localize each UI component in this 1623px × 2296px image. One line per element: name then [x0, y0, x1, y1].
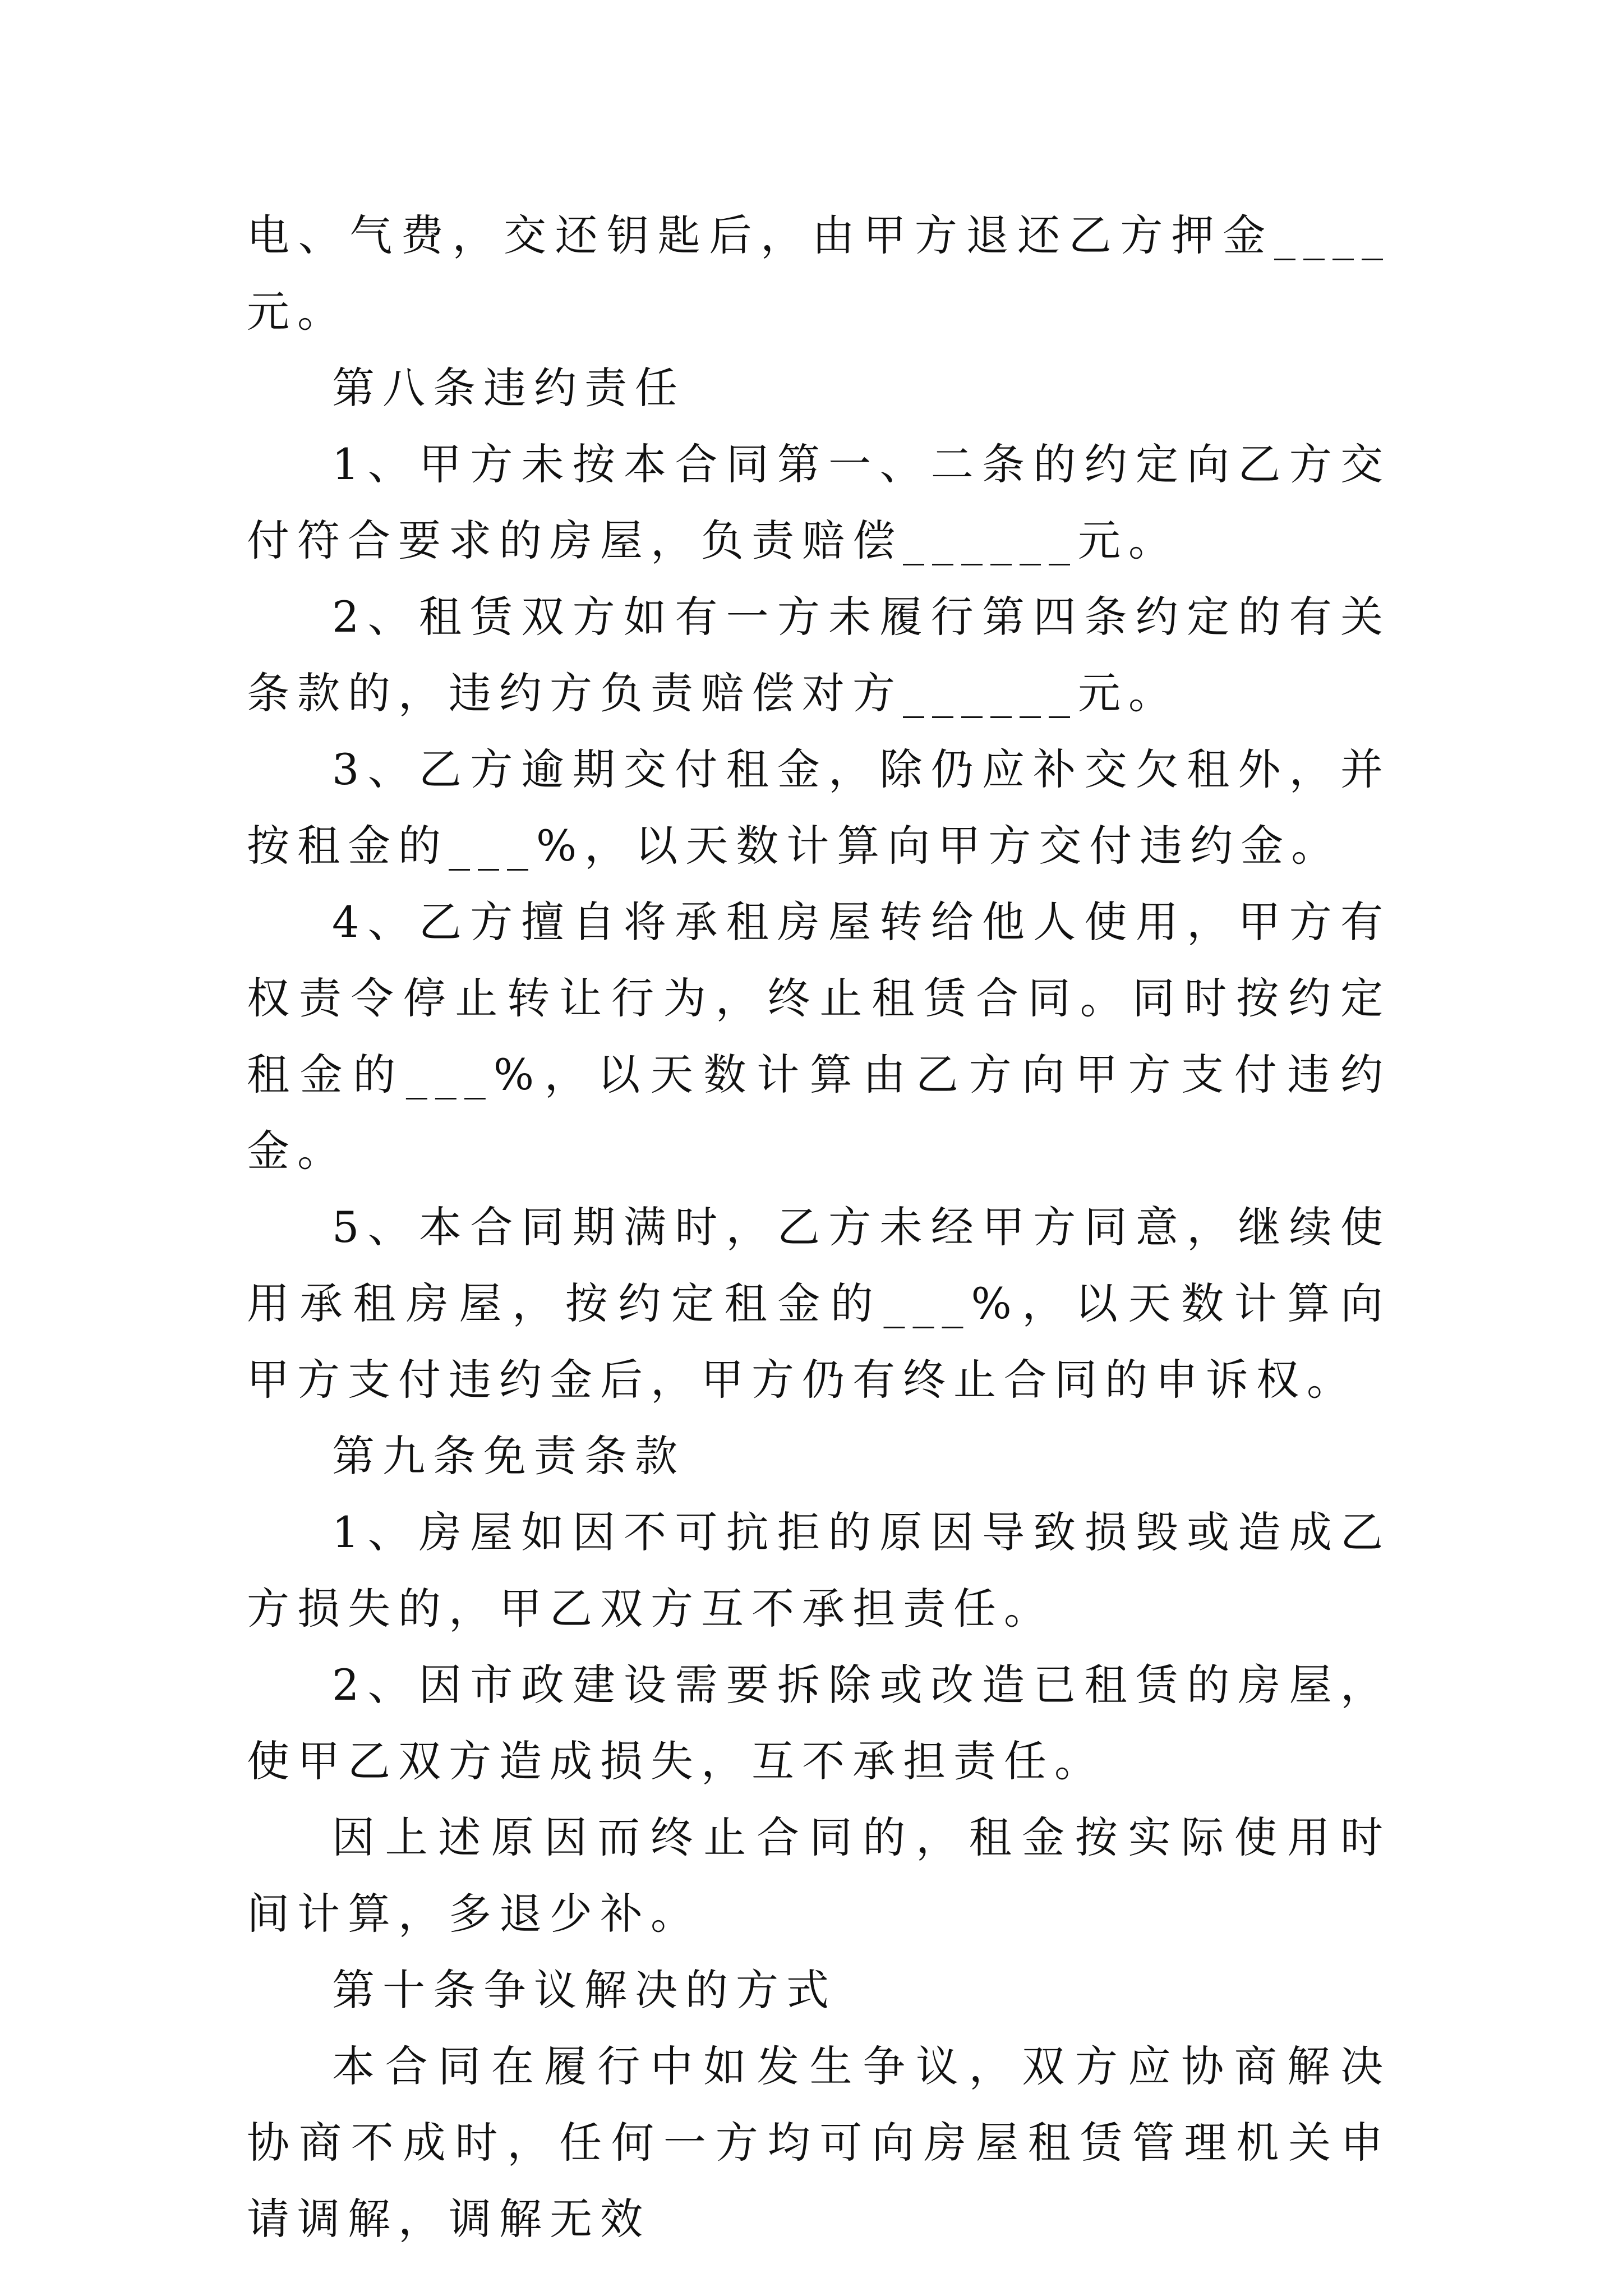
clause-9-note: 因上述原因而终止合同的，租金按实际使用时间计算，多退少补。: [247, 1812, 1391, 1939]
clause-10-text: 本合同在履行中如发生争议，双方应协商解决协商不成时，任何一方均可向房屋租赁管理机关申请调解，调解无效: [247, 2041, 1391, 2244]
clause-8-1: 1、甲方未按本合同第一、二条的约定向乙方交付符合要求的房屋，负责赔偿______元。: [247, 439, 1391, 565]
clause-9-1: 1、房屋如因不可抗拒的原因导致损毁或造成乙方损失的，甲乙双方互不承担责任。: [247, 1507, 1391, 1634]
document-body: [247, 197, 1391, 2257]
clause-8-5: 5、本合同期满时，乙方未经甲方同意，继续使用承租房屋，按约定租金的___%，以天数计算向甲方支付违约金后，甲方仍有终止合同的申诉权。: [247, 1202, 1391, 1405]
heading-article-9: 第九条免责条款: [332, 1431, 685, 1481]
clause-8-4: 4、乙方擅自将承租房屋转给他人使用，甲方有权责令停止转让行为，终止租赁合同。同时按约定租金的___%，以天数计算由乙方向甲方支付违约金。: [247, 897, 1391, 1176]
heading-article-10: 第十条争议解决的方式: [332, 1965, 837, 2015]
heading-article-8: 第八条违约责任: [332, 363, 685, 413]
clause-9-2: 2、因市政建设需要拆除或改造已租赁的房屋，使甲乙双方造成损失，互不承担责任。: [247, 1660, 1391, 1786]
clause-8-3: 3、乙方逾期交付租金，除仍应补交欠租外，并按租金的___%，以天数计算向甲方交付违约金。: [247, 744, 1391, 871]
paragraph-deposit-refund: 电、气费，交还钥匙后，由甲方退还乙方押金____元。: [247, 210, 1391, 337]
clause-8-2: 2、租赁双方如有一方未履行第四条约定的有关条款的，违约方负责赔偿对方______元。: [247, 592, 1391, 718]
